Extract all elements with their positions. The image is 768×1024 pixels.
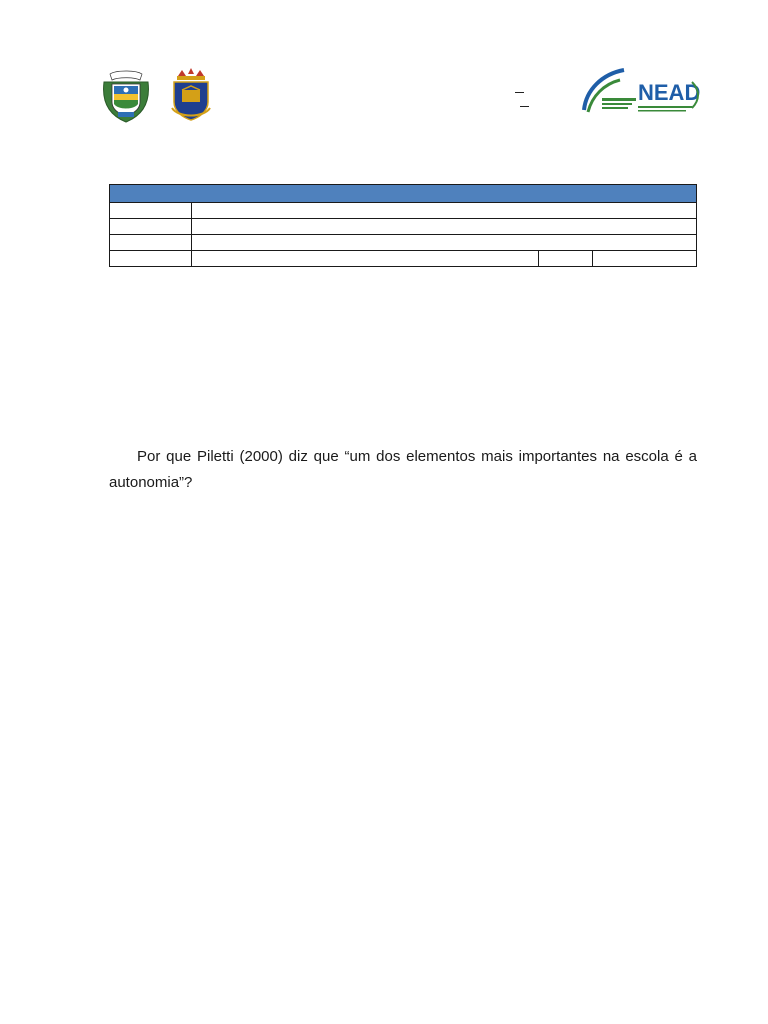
svg-text:NEAD: NEAD bbox=[638, 80, 700, 105]
row-value-cell[interactable] bbox=[192, 235, 697, 251]
header-dash bbox=[520, 106, 529, 107]
row-extra-cell bbox=[539, 251, 593, 267]
row-extra-value-cell[interactable] bbox=[593, 251, 697, 267]
info-table bbox=[109, 184, 697, 267]
table-row bbox=[110, 203, 697, 219]
piaui-coat-of-arms-icon bbox=[100, 68, 152, 124]
header-dash bbox=[515, 92, 524, 93]
ufpi-coat-of-arms-icon bbox=[168, 68, 214, 122]
table-header-row bbox=[110, 185, 697, 203]
row-label-cell bbox=[110, 251, 192, 267]
question-text: Por que Piletti (2000) diz que “um dos elementos mais importantes na escola é a autonomia”? bbox=[109, 448, 697, 491]
row-value-cell[interactable] bbox=[192, 203, 697, 219]
row-label-cell bbox=[110, 203, 192, 219]
uab-logo-icon bbox=[580, 66, 636, 118]
row-label-cell bbox=[110, 219, 192, 235]
table-row bbox=[110, 251, 697, 267]
table-header-cell bbox=[110, 185, 697, 203]
row-value-cell[interactable] bbox=[192, 251, 539, 267]
row-label-cell bbox=[110, 235, 192, 251]
row-value-cell[interactable] bbox=[192, 219, 697, 235]
table-row bbox=[110, 219, 697, 235]
table-row bbox=[110, 235, 697, 251]
nead-logo-icon bbox=[636, 76, 700, 116]
